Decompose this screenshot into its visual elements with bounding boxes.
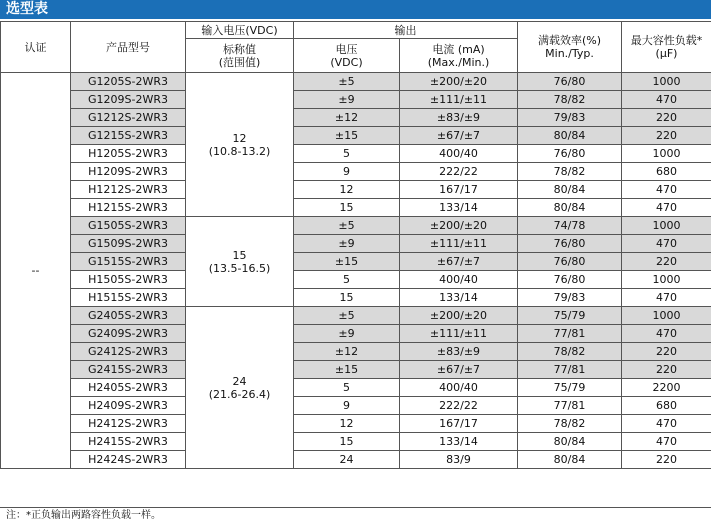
vout-cell: 9 bbox=[294, 163, 400, 181]
model-cell: G1209S-2WR3 bbox=[71, 91, 186, 109]
table-row bbox=[1, 181, 711, 199]
iout-cell: ±67/±7 bbox=[400, 127, 518, 145]
iout-cell: 167/17 bbox=[400, 415, 518, 433]
cap-cell: 470 bbox=[622, 235, 711, 253]
iout-cell: 400/40 bbox=[400, 145, 518, 163]
eff-cell: 80/84 bbox=[518, 127, 622, 145]
eff-cell: 75/79 bbox=[518, 379, 622, 397]
model-cell: G1205S-2WR3 bbox=[71, 73, 186, 91]
iout-cell: ±111/±11 bbox=[400, 325, 518, 343]
eff-cell: 80/84 bbox=[518, 181, 622, 199]
iout-cell: 133/14 bbox=[400, 289, 518, 307]
model-cell: H1205S-2WR3 bbox=[71, 145, 186, 163]
vin-nominal: 24 bbox=[232, 374, 247, 388]
eff-cell: 77/81 bbox=[518, 361, 622, 379]
eff-cell: 77/81 bbox=[518, 397, 622, 415]
table-row bbox=[1, 271, 711, 289]
header-iout-unit: (Max./Min.) bbox=[427, 55, 490, 69]
iout-cell: ±111/±11 bbox=[400, 235, 518, 253]
cap-cell: 470 bbox=[622, 325, 711, 343]
vout-cell: 15 bbox=[294, 433, 400, 451]
iout-cell: ±111/±11 bbox=[400, 91, 518, 109]
eff-cell: 80/84 bbox=[518, 433, 622, 451]
table-row bbox=[1, 199, 711, 217]
cap-cell: 220 bbox=[622, 253, 711, 271]
vout-cell: 24 bbox=[294, 451, 400, 469]
header-vin-sub bbox=[186, 39, 294, 73]
model-cell: H2409S-2WR3 bbox=[71, 397, 186, 415]
header-output: 输出 bbox=[294, 22, 518, 39]
iout-cell: ±83/±9 bbox=[400, 343, 518, 361]
header-cap-label: 最大容性负载* bbox=[630, 34, 703, 47]
table-row bbox=[1, 91, 711, 109]
table-row bbox=[1, 235, 711, 253]
header-vin: 输入电压(VDC) bbox=[186, 22, 294, 39]
model-cell: H1505S-2WR3 bbox=[71, 271, 186, 289]
table-row bbox=[1, 379, 711, 397]
vout-cell: 5 bbox=[294, 379, 400, 397]
cap-cell: 680 bbox=[622, 163, 711, 181]
model-cell: G2409S-2WR3 bbox=[71, 325, 186, 343]
vout-cell: ±9 bbox=[294, 235, 400, 253]
cap-cell: 220 bbox=[622, 361, 711, 379]
table-row bbox=[1, 415, 711, 433]
vout-cell: 12 bbox=[294, 181, 400, 199]
section-title: 选型表 bbox=[6, 1, 48, 17]
table-row bbox=[1, 433, 711, 451]
table-row bbox=[1, 145, 711, 163]
cap-cell: 1000 bbox=[622, 307, 711, 325]
iout-cell: 83/9 bbox=[400, 451, 518, 469]
model-cell: G1515S-2WR3 bbox=[71, 253, 186, 271]
cap-cell: 470 bbox=[622, 181, 711, 199]
model-cell: G1212S-2WR3 bbox=[71, 109, 186, 127]
cap-cell: 2200 bbox=[622, 379, 711, 397]
header-vout bbox=[294, 39, 400, 73]
cap-cell: 1000 bbox=[622, 73, 711, 91]
vin-range: (13.5-16.5) bbox=[208, 261, 271, 275]
cap-cell: 220 bbox=[622, 343, 711, 361]
model-cell: G1509S-2WR3 bbox=[71, 235, 186, 253]
table-row bbox=[1, 343, 711, 361]
header-vout-unit: (VDC) bbox=[330, 55, 363, 69]
vin-range: (21.6-26.4) bbox=[208, 387, 271, 401]
vin-range: (10.8-13.2) bbox=[208, 144, 271, 158]
cap-cell: 470 bbox=[622, 289, 711, 307]
table-body bbox=[1, 73, 711, 469]
table-row bbox=[1, 217, 711, 235]
vout-cell: 5 bbox=[294, 145, 400, 163]
table-row bbox=[1, 253, 711, 271]
iout-cell: ±200/±20 bbox=[400, 217, 518, 235]
table-row bbox=[1, 325, 711, 343]
section-title-bar bbox=[0, 0, 711, 19]
header-eff bbox=[518, 22, 622, 73]
header-eff-label: 满载效率(%) bbox=[537, 34, 602, 47]
eff-cell: 79/83 bbox=[518, 109, 622, 127]
vout-cell: ±5 bbox=[294, 73, 400, 91]
iout-cell: 400/40 bbox=[400, 379, 518, 397]
eff-cell: 80/84 bbox=[518, 451, 622, 469]
cert-cell: -- bbox=[1, 73, 71, 469]
table-row bbox=[1, 307, 711, 325]
iout-cell: 222/22 bbox=[400, 397, 518, 415]
cap-cell: 680 bbox=[622, 397, 711, 415]
vin-group-cell bbox=[186, 217, 294, 307]
iout-cell: 222/22 bbox=[400, 163, 518, 181]
model-cell: G2412S-2WR3 bbox=[71, 343, 186, 361]
vout-cell: ±5 bbox=[294, 217, 400, 235]
table-row bbox=[1, 451, 711, 469]
header-eff-unit: Min./Typ. bbox=[545, 47, 594, 60]
eff-cell: 76/80 bbox=[518, 271, 622, 289]
table-row bbox=[1, 289, 711, 307]
divider bbox=[0, 507, 711, 508]
cap-cell: 470 bbox=[622, 91, 711, 109]
table-row bbox=[1, 163, 711, 181]
eff-cell: 78/82 bbox=[518, 91, 622, 109]
header-cap bbox=[622, 22, 711, 73]
header-vin-range: (范围值) bbox=[218, 55, 261, 69]
cap-cell: 1000 bbox=[622, 271, 711, 289]
cap-cell: 220 bbox=[622, 127, 711, 145]
vout-cell: ±12 bbox=[294, 343, 400, 361]
vout-cell: ±12 bbox=[294, 109, 400, 127]
eff-cell: 78/82 bbox=[518, 163, 622, 181]
table-row bbox=[1, 109, 711, 127]
table-row bbox=[1, 127, 711, 145]
header-vout-label: 电压 bbox=[335, 42, 358, 56]
cap-cell: 220 bbox=[622, 109, 711, 127]
model-cell: H2415S-2WR3 bbox=[71, 433, 186, 451]
model-cell: H1515S-2WR3 bbox=[71, 289, 186, 307]
cap-cell: 470 bbox=[622, 415, 711, 433]
cap-cell: 1000 bbox=[622, 217, 711, 235]
iout-cell: ±200/±20 bbox=[400, 73, 518, 91]
vout-cell: ±15 bbox=[294, 127, 400, 145]
cap-cell: 220 bbox=[622, 451, 711, 469]
vout-cell: ±9 bbox=[294, 91, 400, 109]
iout-cell: ±67/±7 bbox=[400, 361, 518, 379]
eff-cell: 76/80 bbox=[518, 235, 622, 253]
vout-cell: 9 bbox=[294, 397, 400, 415]
iout-cell: ±200/±20 bbox=[400, 307, 518, 325]
eff-cell: 76/80 bbox=[518, 145, 622, 163]
model-cell: H1215S-2WR3 bbox=[71, 199, 186, 217]
header-iout bbox=[400, 39, 518, 73]
model-cell: G1215S-2WR3 bbox=[71, 127, 186, 145]
vin-group-cell bbox=[186, 73, 294, 217]
eff-cell: 79/83 bbox=[518, 289, 622, 307]
iout-cell: ±67/±7 bbox=[400, 253, 518, 271]
vin-group-cell bbox=[186, 307, 294, 469]
vout-cell: ±5 bbox=[294, 307, 400, 325]
vout-cell: 12 bbox=[294, 415, 400, 433]
iout-cell: 400/40 bbox=[400, 271, 518, 289]
cap-cell: 470 bbox=[622, 433, 711, 451]
vin-nominal: 12 bbox=[232, 131, 247, 145]
model-cell: H2412S-2WR3 bbox=[71, 415, 186, 433]
header-iout-label: 电流 (mA) bbox=[432, 42, 485, 56]
footnote: 注：*正负输出两路容性负载一样。 bbox=[6, 510, 161, 521]
iout-cell: 133/14 bbox=[400, 199, 518, 217]
eff-cell: 80/84 bbox=[518, 199, 622, 217]
header-cap-unit: (µF) bbox=[655, 47, 678, 60]
table-row bbox=[1, 397, 711, 415]
vout-cell: 15 bbox=[294, 289, 400, 307]
header-cert: 认证 bbox=[1, 22, 71, 73]
model-cell: G1505S-2WR3 bbox=[71, 217, 186, 235]
iout-cell: 133/14 bbox=[400, 433, 518, 451]
cap-cell: 1000 bbox=[622, 145, 711, 163]
iout-cell: 167/17 bbox=[400, 181, 518, 199]
eff-cell: 77/81 bbox=[518, 325, 622, 343]
iout-cell: ±83/±9 bbox=[400, 109, 518, 127]
cap-cell: 470 bbox=[622, 199, 711, 217]
model-cell: G2405S-2WR3 bbox=[71, 307, 186, 325]
vout-cell: ±15 bbox=[294, 253, 400, 271]
table-row bbox=[1, 361, 711, 379]
model-cell: G2415S-2WR3 bbox=[71, 361, 186, 379]
eff-cell: 74/78 bbox=[518, 217, 622, 235]
selection-table bbox=[0, 21, 711, 469]
model-cell: H1209S-2WR3 bbox=[71, 163, 186, 181]
vout-cell: ±9 bbox=[294, 325, 400, 343]
model-cell: H2424S-2WR3 bbox=[71, 451, 186, 469]
eff-cell: 76/80 bbox=[518, 73, 622, 91]
vout-cell: 5 bbox=[294, 271, 400, 289]
eff-cell: 76/80 bbox=[518, 253, 622, 271]
model-cell: H2405S-2WR3 bbox=[71, 379, 186, 397]
vin-nominal: 15 bbox=[232, 248, 247, 262]
model-cell: H1212S-2WR3 bbox=[71, 181, 186, 199]
header-model: 产品型号 bbox=[71, 22, 186, 73]
header-vin-nominal: 标称值 bbox=[223, 42, 256, 56]
vout-cell: 15 bbox=[294, 199, 400, 217]
eff-cell: 75/79 bbox=[518, 307, 622, 325]
table-row bbox=[1, 73, 711, 91]
eff-cell: 78/82 bbox=[518, 343, 622, 361]
eff-cell: 78/82 bbox=[518, 415, 622, 433]
vout-cell: ±15 bbox=[294, 361, 400, 379]
